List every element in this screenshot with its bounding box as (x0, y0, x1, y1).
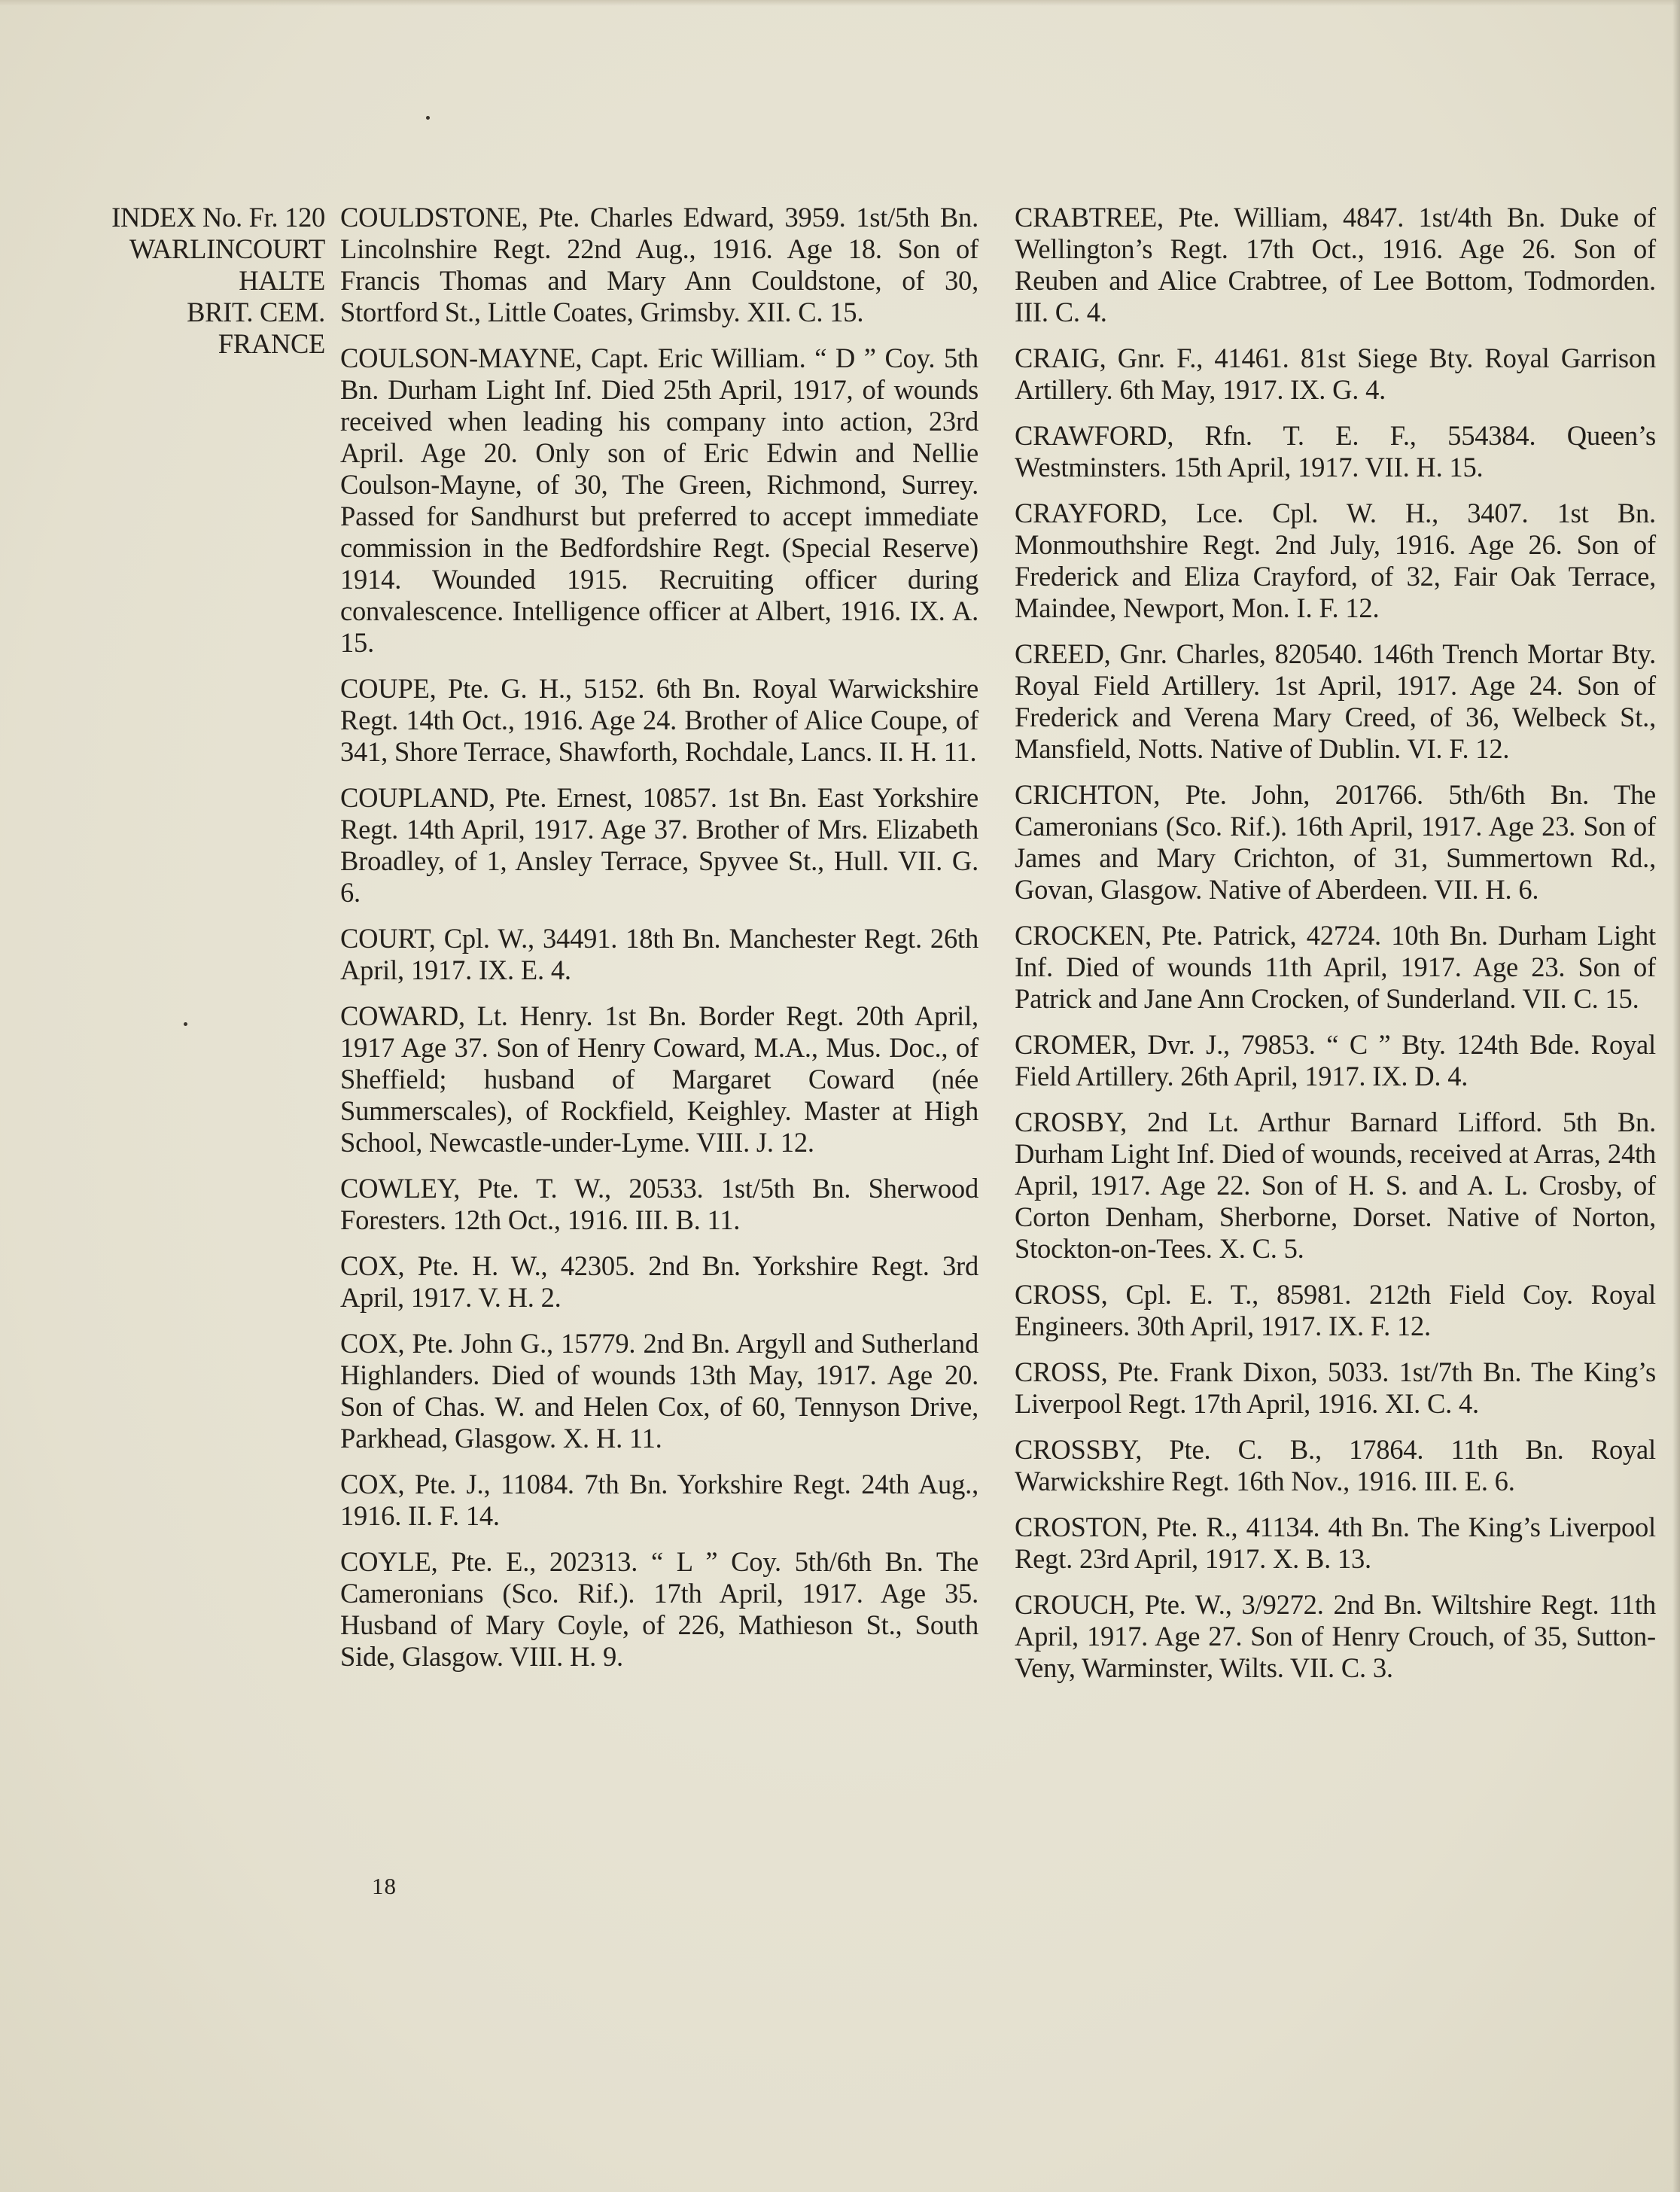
ink-speck (426, 116, 430, 120)
page-number: 18 (372, 1873, 397, 1899)
entry-coupe: COUPE, Pte. G. H., 5152. 6th Bn. Royal Warwickshire Regt. 14th Oct., 1916. Age 24. Brother of Alice Coupe, of 341, Shore Terrace, Shawforth, Rochdale, Lancs. II. H. 11. (340, 673, 978, 767)
entry-coupland: COUPLAND, Pte. Ernest, 10857. 1st Bn. East Yorkshire Regt. 14th April, 1917. Age 37. Brother of Mrs. Elizabeth Broadley, of 1, Ansley Terrace, Spyvee St., Hull. VII. G. 6. (340, 782, 978, 908)
entry-cox-john-g: COX, Pte. John G., 15779. 2nd Bn. Argyll and Sutherland Highlanders. Died of wounds 13th May, 1917. Age 20. Son of Chas. W. and Helen Cox, of 60, Tennyson Drive, Parkhead, Glasgow. X. H. 11. (340, 1328, 978, 1454)
entry-cromer: CROMER, Dvr. J., 79853. “ C ” Bty. 124th Bde. Royal Field Artillery. 26th April, 1917. IX. D. 4. (1015, 1029, 1656, 1091)
entry-coyle: COYLE, Pte. E., 202313. “ L ” Coy. 5th/6th Bn. The Cameronians (Sco. Rif.). 17th April, 1917. Age 35. Husband of Mary Coyle, of 226, Mathieson St., South Side, Glasgow. VIII. H. 9. (340, 1546, 978, 1672)
index-number: INDEX No. Fr. 120 (111, 202, 325, 233)
entry-creed: CREED, Gnr. Charles, 820540. 146th Trench Mortar Bty. Royal Field Artillery. 1st April, 1917. Age 24. Son of Frederick and Verena Mary Creed, of 36, Welbeck St., Mansfield, Notts. Native of Dublin. VI. F. 12. (1015, 638, 1656, 764)
entry-crayford: CRAYFORD, Lce. Cpl. W. H., 3407. 1st Bn. Monmouthshire Regt. 2nd July, 1916. Age 26. Son of Frederick and Eliza Crayford, of 32, Fair Oak Terrace, Maindee, Newport, Mon. I. F. 12. (1015, 498, 1656, 623)
entry-coulson-mayne: COULSON-MAYNE, Capt. Eric William. “ D ” Coy. 5th Bn. Durham Light Inf. Died 25th April, 1917, of wounds received when leading his company into action, 23rd April. Age 20. Only son of Eric Edwin and Nellie Coulson-Mayne, of 30, The Green, Richmond, Surrey. Passed for Sandhurst but preferred to accept immediate commission in the Bedfordshire Regt. (Special Reserve) 1914. Wounded 1915. Recruiting officer during convalescence. Intelligence officer at Albert, 1916. IX. A. 15. (340, 342, 978, 658)
entries-column-right (1015, 202, 1656, 1698)
entry-crouch: CROUCH, Pte. W., 3/9272. 2nd Bn. Wiltshire Regt. 11th April, 1917. Age 27. Son of Henry Crouch, of 35, Sutton-Veny, Warminster, Wilts. VII. C. 3. (1015, 1589, 1656, 1683)
entry-couldstone: COULDSTONE, Pte. Charles Edward, 3959. 1st/5th Bn. Lincolnshire Regt. 22nd Aug., 1916. Age 18. Son of Francis Thomas and Mary Ann Couldstone, of 30, Stortford St., Little Coates, Grimsby. XII. C. 15. (340, 202, 978, 327)
entry-coward: COWARD, Lt. Henry. 1st Bn. Border Regt. 20th April, 1917 Age 37. Son of Henry Coward, M.A., Mus. Doc., of Sheffield; husband of Margaret Coward (née Summerscales), of Rockfield, Keighley. Master at High School, Newcastle-under-Lyme. VIII. J. 12. (340, 1000, 978, 1158)
page-edge-shadow (1672, 0, 1680, 2192)
cemetery-country: FRANCE (218, 328, 325, 359)
ink-speck (184, 1022, 187, 1026)
entry-cross-frank-dixon: CROSS, Pte. Frank Dixon, 5033. 1st/7th Bn. The King’s Liverpool Regt. 17th April, 1916. XI. C. 4. (1015, 1356, 1656, 1419)
entry-court: COURT, Cpl. W., 34491. 18th Bn. Manchester Regt. 26th April, 1917. IX. E. 4. (340, 923, 978, 985)
entry-cox-h-w: COX, Pte. H. W., 42305. 2nd Bn. Yorkshire Regt. 3rd April, 1917. V. H. 2. (340, 1250, 978, 1313)
entries-column-left (340, 202, 978, 1687)
entry-craig: CRAIG, Gnr. F., 41461. 81st Siege Bty. Royal Garrison Artillery. 6th May, 1917. IX. G. 4. (1015, 342, 1656, 405)
entry-crawford: CRAWFORD, Rfn. T. E. F., 554384. Queen’s Westminsters. 15th April, 1917. VII. H. 15. (1015, 420, 1656, 483)
cemetery-index-block (45, 202, 325, 360)
entry-cowley: COWLEY, Pte. T. W., 20533. 1st/5th Bn. Sherwood Foresters. 12th Oct., 1916. III. B. 11. (340, 1173, 978, 1235)
cemetery-name-line-2: HALTE (239, 265, 325, 296)
entry-crocken: CROCKEN, Pte. Patrick, 42724. 10th Bn. Durham Light Inf. Died of wounds 11th April, 1917. Age 23. Son of Patrick and Jane Ann Crocken, of Sunderland. VII. C. 15. (1015, 920, 1656, 1014)
entry-cox-j: COX, Pte. J., 11084. 7th Bn. Yorkshire Regt. 24th Aug., 1916. II. F. 14. (340, 1469, 978, 1531)
entry-crabtree: CRABTREE, Pte. William, 4847. 1st/4th Bn. Duke of Wellington’s Regt. 17th Oct., 1916. Age 26. Son of Reuben and Alice Crabtree, of Lee Bottom, Todmorden. III. C. 4. (1015, 202, 1656, 327)
cemetery-name-line-1: WARLINCOURT (129, 233, 325, 264)
entry-cross-e-t: CROSS, Cpl. E. T., 85981. 212th Field Coy. Royal Engineers. 30th April, 1917. IX. F. 12. (1015, 1279, 1656, 1341)
entry-croston: CROSTON, Pte. R., 41134. 4th Bn. The King’s Liverpool Regt. 23rd April, 1917. X. B. 13. (1015, 1512, 1656, 1574)
entry-crichton: CRICHTON, Pte. John, 201766. 5th/6th Bn. The Cameronians (Sco. Rif.). 16th April, 1917. Age 23. Son of James and Mary Crichton, of 31, Summertown Rd., Govan, Glasgow. Native of Aberdeen. VII. H. 6. (1015, 779, 1656, 905)
cemetery-name-line-3: BRIT. CEM. (187, 297, 325, 327)
page-top-edge (0, 0, 1680, 6)
entry-crosby: CROSBY, 2nd Lt. Arthur Barnard Lifford. 5th Bn. Durham Light Inf. Died of wounds, received at Arras, 24th April, 1917. Age 22. Son of H. S. and A. L. Crosby, of Corton Denham, Sherborne, Dorset. Native of Norton, Stockton-on-Tees. X. C. 5. (1015, 1107, 1656, 1264)
entry-crossby: CROSSBY, Pte. C. B., 17864. 11th Bn. Royal Warwickshire Regt. 16th Nov., 1916. III. E. 6. (1015, 1434, 1656, 1496)
